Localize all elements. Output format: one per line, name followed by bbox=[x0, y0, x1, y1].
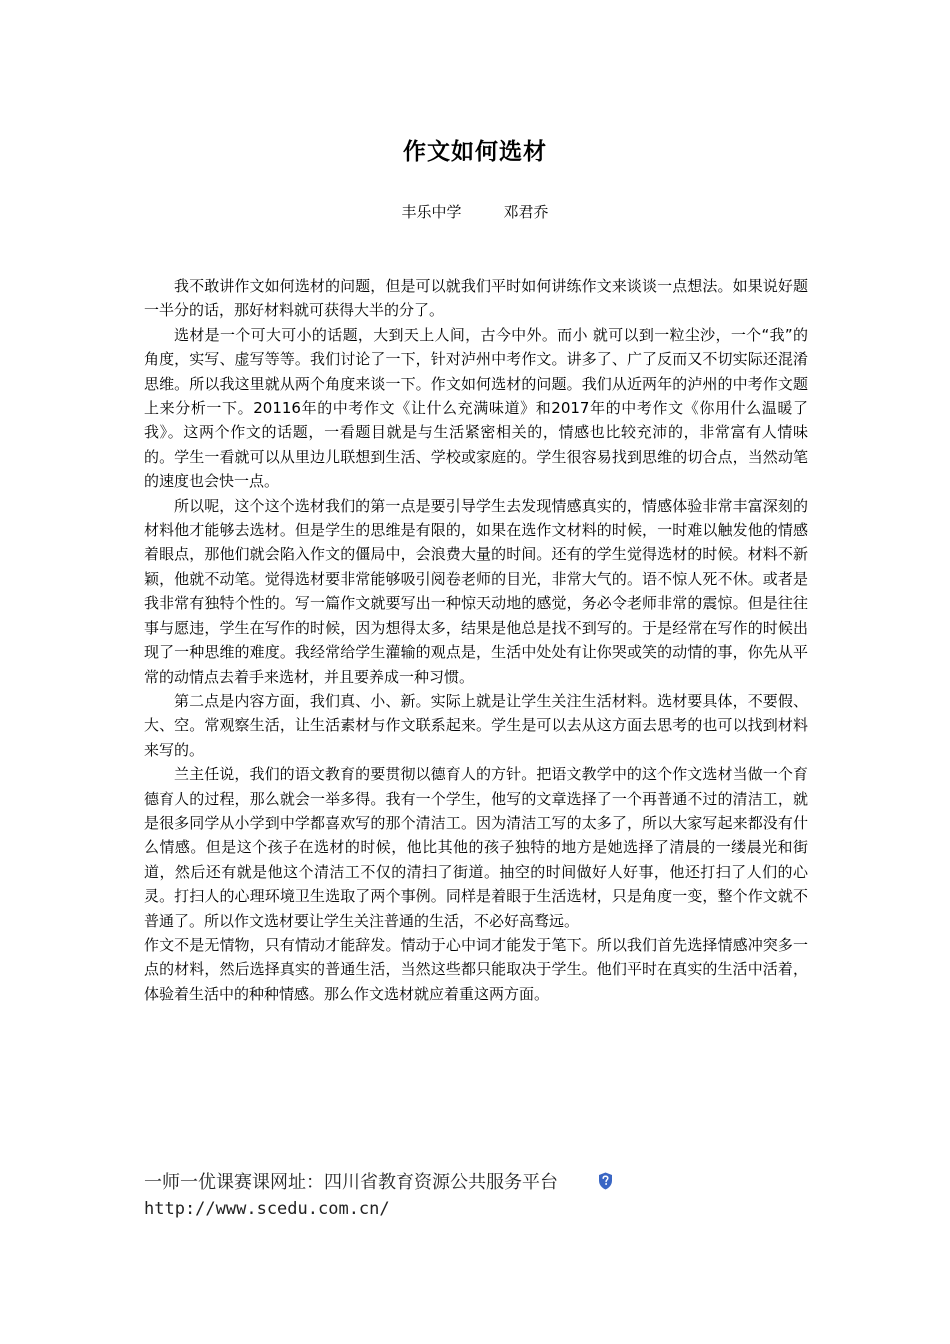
paragraph: 所以呢，这个这个选材我们的第一点是要引导学生去发现情感真实的，情感体验非常丰富深刻的材料他才能够去选材。但是学生的思维是有限的，如果在选作文材料的时候，一时难以触发他的情感着眼点，那他们就会陷入作文的僵局中，会浪费大量的时间。还有的学生觉得选材的时候。材料不新颖，他就不动笔。觉得选材要非常能够吸引阅卷老师的目光，非常大气的。语不惊人死不休。或者是我非常有独特个性的。写一篇作文就要写出一种惊天动地的感觉，务必令老师非常的震惊。但是往往事与愿违，学生在写作的时候，因为想得太多，结果是他总是找不到写的。于是经常在写作的时候出现了一种思维的难度。我经常给学生灌输的观点是，生活中处处有让你哭或笑的动情的事，你先从平常的动情点去着手来选材，并且要养成一种习惯。 bbox=[144, 496, 808, 686]
footer-url-link[interactable]: http://www.scedu.com.cn/ bbox=[144, 1199, 390, 1219]
document-title: 作文如何选材 bbox=[403, 139, 547, 165]
document-body bbox=[144, 274, 808, 1006]
paragraph: 选材是一个可大可小的话题，大到天上人间，古今中外。而小 就可以到一粒尘沙，一个“我”的角度，实写、虚写等等。我们讨论了一下，针对泸州中考作文。讲多了、广了反而又不切实际还混淆思维。所以我这里就从两个角度来谈一下。作文如何选材的问题。我们从近两年的泸州的中考作文题上来分析一下。20116年的中考作文《让什么充满味道》和2017年的中考作文《你用什么温暖了我》。这两个作文的话题，一看题目就是与生活紧密相关的，情感也比较充沛的，非常富有人情味的。学生一看就可以从里边儿联想到生活、学校或家庭的。学生很容易找到思维的切合点，当然动笔的速度也会快一点。 bbox=[144, 325, 808, 491]
paragraph: 我不敢讲作文如何选材的问题，但是可以就我们平时如何讲练作文来谈谈一点想法。如果说好题一半分的话，那好材料就可获得大半的分了。 bbox=[144, 277, 808, 320]
author-line bbox=[0, 200, 950, 224]
school-name: 丰乐中学 bbox=[401, 203, 462, 221]
shield-icon bbox=[598, 1172, 613, 1190]
paragraph: 作文不是无情物，只有情动才能辞发。情动于心中词才能发于笔下。所以我们首先选择情感冲突多一点的材料，然后选择真实的普通生活，当然这些都只能取决于学生。他们平时在真实的生活中活着，体验着生活中的种种情感。那么作文选材就应着重这两方面。 bbox=[144, 935, 808, 1003]
footer bbox=[144, 1170, 808, 1222]
author-name: 邓君乔 bbox=[503, 203, 549, 221]
footer-label: 一师一优课赛课网址：四川省教育资源公共服务平台 bbox=[144, 1172, 558, 1193]
paragraph: 兰主任说，我们的语文教育的要贯彻以德育人的方针。把语文教学中的这个作文选材当做一个育德育人的过程，那么就会一举多得。我有一个学生，他写的文章选择了一个再普通不过的清洁工，就是很多同学从小学到中学都喜欢写的那个清洁工。因为清洁工写的太多了，所以大家写起来都没有什么情感。但是这个孩子在选材的时候，他比其他的孩子独特的地方是她选择了清晨的一缕晨光和街道，然后还有就是他这个清洁工不仅的清扫了街道。抽空的时间做好人好事，他还打扫了人们的心灵。打扫人的心理环境卫生选取了两个事例。同样是着眼于生活选材，只是角度一变，整个作文就不普通了。所以作文选材要让学生关注普通的生活，不必好高骛远。 bbox=[144, 765, 808, 930]
paragraph: 第二点是内容方面，我们真、小、新。实际上就是让学生关注生活材料。选材要具体，不要假、大、空。常观察生活，让生活素材与作文联系起来。学生是可以去从这方面去思考的也可以找到材料来写的。 bbox=[144, 691, 808, 759]
